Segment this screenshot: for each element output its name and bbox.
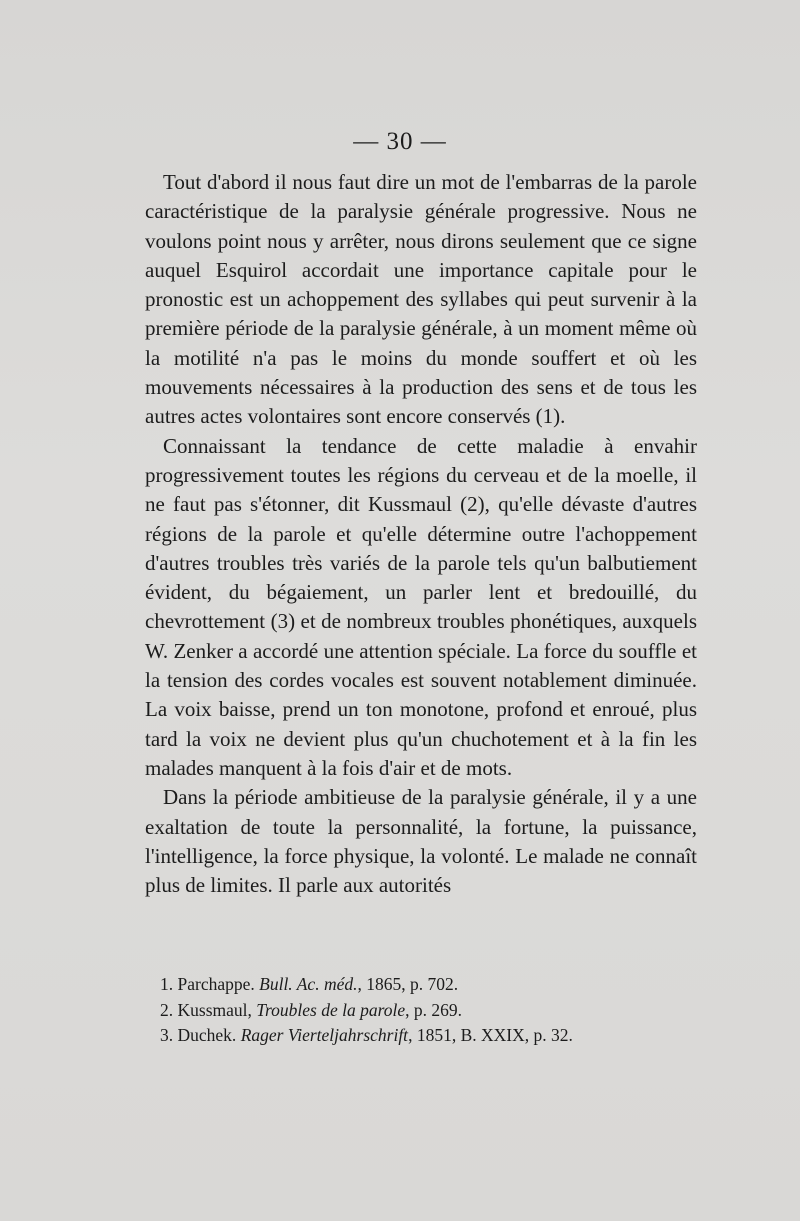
footnote-details: , 1865, p. 702. (357, 974, 459, 994)
footnote-work: Troubles de la parole (256, 999, 406, 1020)
footnote-work: Bull. Ac. méd. (259, 974, 358, 994)
footnote-work: Rager Vierteljahrschrift (240, 1025, 409, 1045)
footnote-details: , p. 269. (405, 999, 463, 1020)
footnote-details: , 1851, B. XXIX, p. 32. (408, 1025, 573, 1045)
footnote-author: Parchappe. (177, 974, 255, 994)
page-number: — 30 — (353, 128, 447, 155)
paragraph-2: Connaissant la tendance de cette maladie à envahir progressivement toutes les régions du cerveau et de la moelle, il ne faut pas s'étonner, dit Kussmaul (2), qu'elle dévaste d'autres régions de la parole et qu'elle détermine outre l'achoppement d'autres troubles très variés de la parole tels qu'un balbutiement évident, du bégaiement, un parler lent et bredouillé, du chevrottement (3) et de nombreux troubles phonétiques, auxquels W. Zenker a accordé une attention spéciale. La force du souffle et la tension des cordes vocales est souvent notablement diminuée. La voix baisse, prend un ton monotone, profond et enroué, plus tard la voix ne devient plus qu'un chuchotement et à la fin les malades manquent à la fois d'air et de mots. (145, 433, 697, 780)
footnote-number: 3. (160, 1025, 174, 1045)
footnote-3 (145, 1023, 697, 1049)
body-text (145, 168, 697, 900)
footnote-1 (145, 972, 697, 998)
footnote-author: Kussmaul, (177, 999, 252, 1020)
paragraph-3: Dans la période ambitieuse de la paralysie générale, il y a une exaltation de toute la personnalité, la fortune, la puissance, l'intelligence, la force physique, la volonté. Le malade ne connaît plus de limites. Il parle aux autorités (145, 785, 697, 898)
footnote-number: 1. (160, 974, 174, 994)
footnote-number: 2. (160, 999, 174, 1020)
footnote-2 (145, 998, 697, 1024)
paragraph-1: Tout d'abord il nous faut dire un mot de l'embarras de la parole caractéristique de la paralysie générale progressive. Nous ne voulons point nous y arrêter, nous dirons seulement que ce signe auquel Esquirol accordait une importance capitale pour le pronostic est un achoppement des syllabes qui peut survenir à la première période de la paralysie générale, à un moment même où la motilité n'a pas le moins du monde souffert et où les mouvements nécessaires à la production des sens et de tous les autres actes volontaires sont encore conservés (1). (145, 170, 697, 429)
footnotes (145, 972, 697, 1049)
footnote-author: Duchek. (177, 1025, 237, 1045)
